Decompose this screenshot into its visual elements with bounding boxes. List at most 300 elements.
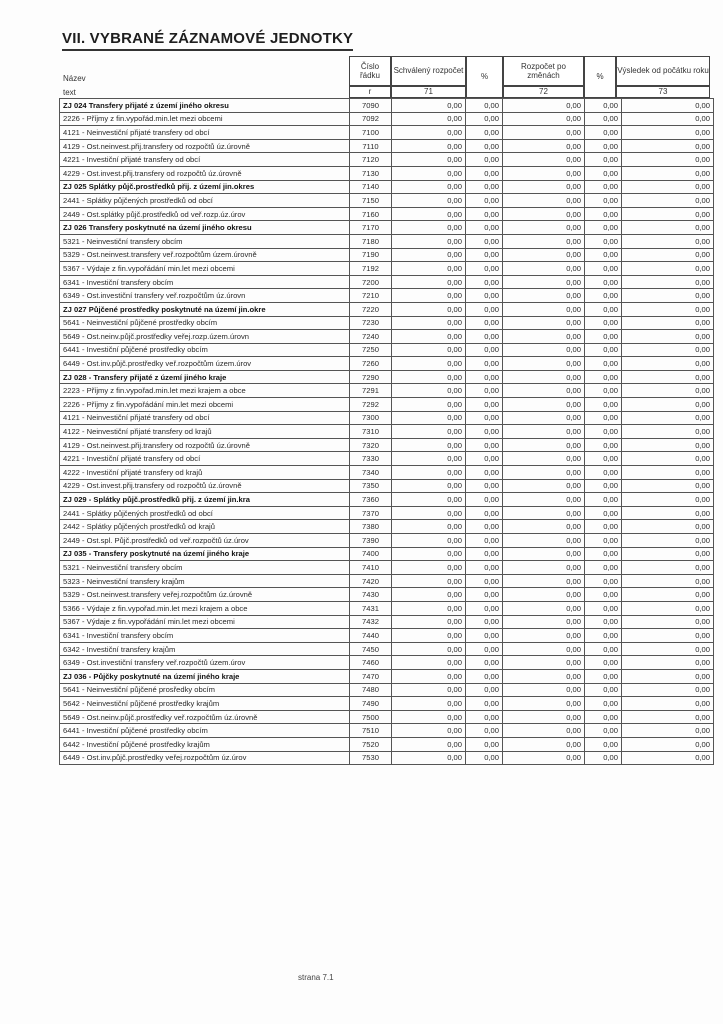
budget-after-changes-value: 0,00: [503, 99, 585, 113]
row-number: 7290: [350, 370, 392, 384]
row-number: 7470: [350, 669, 392, 683]
table-row: [60, 262, 714, 276]
percent-2-value: 0,00: [585, 438, 622, 452]
row-number: 7410: [350, 561, 392, 575]
row-number: 7092: [350, 112, 392, 126]
budget-after-changes-value: 0,00: [503, 588, 585, 602]
budget-after-changes-value: 0,00: [503, 411, 585, 425]
percent-1-value: 0,00: [466, 99, 503, 113]
percent-2-value: 0,00: [585, 180, 622, 194]
result-ytd-code: 73: [616, 86, 710, 98]
percent-1-value: 0,00: [466, 126, 503, 140]
budget-after-changes-value: 0,00: [503, 180, 585, 194]
budget-after-changes-value: 0,00: [503, 398, 585, 412]
percent-1-value: 0,00: [466, 370, 503, 384]
percent-2-value: 0,00: [585, 683, 622, 697]
row-number: 7432: [350, 615, 392, 629]
result-ytd-value: 0,00: [622, 493, 714, 507]
approved-budget-value: 0,00: [392, 438, 466, 452]
row-name: 4129 - Ost.neinvest.přij.transfery od rozpočtů úz.úrovně: [60, 438, 350, 452]
percent-2-value: 0,00: [585, 669, 622, 683]
result-ytd-value: 0,00: [622, 194, 714, 208]
row-number: 7260: [350, 357, 392, 371]
approved-budget-value: 0,00: [392, 126, 466, 140]
approved-budget-value: 0,00: [392, 656, 466, 670]
percent-2-value: 0,00: [585, 520, 622, 534]
row-number: 7500: [350, 710, 392, 724]
table-row: [60, 466, 714, 480]
approved-budget-value: 0,00: [392, 737, 466, 751]
row-name: 4229 - Ost.invest.přij.transfery od rozpočtů úz.úrovně: [60, 479, 350, 493]
row-number: 7100: [350, 126, 392, 140]
table-row: [60, 574, 714, 588]
row-number: 7292: [350, 398, 392, 412]
result-ytd-value: 0,00: [622, 466, 714, 480]
percent-1-value: 0,00: [466, 493, 503, 507]
table-row: [60, 166, 714, 180]
budget-after-changes-value: 0,00: [503, 126, 585, 140]
table-row: [60, 153, 714, 167]
percent-2-value: 0,00: [585, 629, 622, 643]
budget-after-changes-value: 0,00: [503, 275, 585, 289]
result-ytd-value: 0,00: [622, 710, 714, 724]
row-name: 2442 - Splátky půjčených prostředků od krajů: [60, 520, 350, 534]
percent-2-value: 0,00: [585, 194, 622, 208]
approved-budget-value: 0,00: [392, 248, 466, 262]
row-name: ZJ 036 - Půjčky poskytnuté na území jiného kraje: [60, 669, 350, 683]
percent-2-value: 0,00: [585, 207, 622, 221]
budget-after-changes-value: 0,00: [503, 194, 585, 208]
approved-budget-value: 0,00: [392, 330, 466, 344]
row-number: 7350: [350, 479, 392, 493]
row-number: 7210: [350, 289, 392, 303]
percent-1-value: 0,00: [466, 642, 503, 656]
table-row: [60, 601, 714, 615]
result-ytd-value: 0,00: [622, 398, 714, 412]
table-row: [60, 398, 714, 412]
approved-budget-value: 0,00: [392, 112, 466, 126]
budget-after-changes-value: 0,00: [503, 139, 585, 153]
percent-1-value: 0,00: [466, 139, 503, 153]
row-name: 6442 - Investiční půjčené prostředky krajům: [60, 737, 350, 751]
row-number: 7240: [350, 330, 392, 344]
approved-budget-value: 0,00: [392, 398, 466, 412]
approved-budget-value: 0,00: [392, 289, 466, 303]
percent-1-value: 0,00: [466, 656, 503, 670]
percent-1-value: 0,00: [466, 207, 503, 221]
row-name: 6341 - Investiční transfery obcím: [60, 275, 350, 289]
table-row: [60, 194, 714, 208]
percent-2-value: 0,00: [585, 384, 622, 398]
row-name: 5321 - Neinvestiční transfery obcím: [60, 561, 350, 575]
percent-1-value: 0,00: [466, 438, 503, 452]
row-name: 5367 - Výdaje z fin.vypořádání min.let mezi obcemi: [60, 615, 350, 629]
approved-budget-value: 0,00: [392, 506, 466, 520]
result-ytd-value: 0,00: [622, 534, 714, 548]
percent-1-value: 0,00: [466, 751, 503, 765]
percent-1-value: 0,00: [466, 411, 503, 425]
table-row: [60, 438, 714, 452]
approved-budget-value: 0,00: [392, 343, 466, 357]
percent-1-value: 0,00: [466, 601, 503, 615]
row-name: 2441 - Splátky půjčených prostředků od obcí: [60, 506, 350, 520]
result-ytd-value: 0,00: [622, 737, 714, 751]
result-ytd-value: 0,00: [622, 642, 714, 656]
budget-after-changes-value: 0,00: [503, 357, 585, 371]
result-ytd-value: 0,00: [622, 425, 714, 439]
approved-budget-value: 0,00: [392, 588, 466, 602]
approved-budget-code: 71: [391, 86, 466, 98]
row-number: 7220: [350, 302, 392, 316]
approved-budget-value: 0,00: [392, 466, 466, 480]
row-number: 7230: [350, 316, 392, 330]
percent-1-value: 0,00: [466, 166, 503, 180]
percent-2-value: 0,00: [585, 697, 622, 711]
approved-budget-value: 0,00: [392, 262, 466, 276]
group-row: [60, 547, 714, 561]
result-ytd-value: 0,00: [622, 561, 714, 575]
budget-after-changes-value: 0,00: [503, 601, 585, 615]
row-name: ZJ 029 - Splátky půjč.prostředků přij. z území jin.kra: [60, 493, 350, 507]
budget-after-changes-value: 0,00: [503, 466, 585, 480]
percent-1-value: 0,00: [466, 398, 503, 412]
budget-after-changes-value: 0,00: [503, 316, 585, 330]
percent-2-value: 0,00: [585, 479, 622, 493]
table-row: [60, 615, 714, 629]
percent-2-value: 0,00: [585, 574, 622, 588]
row-number: 7150: [350, 194, 392, 208]
table-row: [60, 316, 714, 330]
percent-1-value: 0,00: [466, 316, 503, 330]
result-ytd-value: 0,00: [622, 547, 714, 561]
row-number: 7360: [350, 493, 392, 507]
percent-2-value: 0,00: [585, 275, 622, 289]
row-number: 7390: [350, 534, 392, 548]
approved-budget-value: 0,00: [392, 425, 466, 439]
table-row: [60, 534, 714, 548]
result-ytd-value: 0,00: [622, 207, 714, 221]
approved-budget-value: 0,00: [392, 615, 466, 629]
row-name: 5367 - Výdaje z fin.vypořádání min.let mezi obcemi: [60, 262, 350, 276]
budget-after-changes-value: 0,00: [503, 425, 585, 439]
row-number: 7090: [350, 99, 392, 113]
row-name: 5641 - Neinvestiční půjčené prostředky obcím: [60, 316, 350, 330]
budget-after-changes-value: 0,00: [503, 629, 585, 643]
result-ytd-value: 0,00: [622, 520, 714, 534]
percent-1-value: 0,00: [466, 737, 503, 751]
percent-1-value: 0,00: [466, 466, 503, 480]
row-name: 6441 - Investiční půjčené prostředky obcím: [60, 343, 350, 357]
result-ytd-value: 0,00: [622, 697, 714, 711]
row-number: 7130: [350, 166, 392, 180]
percent-2-value: 0,00: [585, 411, 622, 425]
row-number: 7110: [350, 139, 392, 153]
percent-1-value: 0,00: [466, 112, 503, 126]
approved-budget-value: 0,00: [392, 194, 466, 208]
result-ytd-value: 0,00: [622, 370, 714, 384]
row-number: 7340: [350, 466, 392, 480]
group-row: [60, 669, 714, 683]
result-ytd-value: 0,00: [622, 574, 714, 588]
percent-2-value: 0,00: [585, 302, 622, 316]
table-row: [60, 343, 714, 357]
percent-1-value: 0,00: [466, 262, 503, 276]
budget-after-changes-value: 0,00: [503, 248, 585, 262]
result-ytd-value: 0,00: [622, 302, 714, 316]
percent-1-value: 0,00: [466, 710, 503, 724]
row-name: 5641 - Neinvestiční půjčené prosředky obcím: [60, 683, 350, 697]
percent-2-value: 0,00: [585, 316, 622, 330]
approved-budget-value: 0,00: [392, 669, 466, 683]
row-name: ZJ 026 Transfery poskytnuté na území jiného okresu: [60, 221, 350, 235]
result-ytd-value: 0,00: [622, 248, 714, 262]
percent-2-value: 0,00: [585, 234, 622, 248]
percent-1-value: 0,00: [466, 452, 503, 466]
percent-2-value: 0,00: [585, 425, 622, 439]
approved-budget-value: 0,00: [392, 479, 466, 493]
percent-1-value: 0,00: [466, 248, 503, 262]
percent-2-value: 0,00: [585, 710, 622, 724]
row-name: 6349 - Ost.investiční transfery veř.rozpočtům úz.úrovn: [60, 289, 350, 303]
row-name: 2449 - Ost.splátky půjč.prostředků od veř.rozp.úz.úrov: [60, 207, 350, 221]
row-name: 4121 - Neinvestiční přijaté transfery od obcí: [60, 411, 350, 425]
percent-1-value: 0,00: [466, 302, 503, 316]
percent-2-value: 0,00: [585, 493, 622, 507]
approved-budget-value: 0,00: [392, 629, 466, 643]
budget-after-changes-value: 0,00: [503, 479, 585, 493]
approved-budget-value: 0,00: [392, 357, 466, 371]
table-row: [60, 710, 714, 724]
result-ytd-value: 0,00: [622, 262, 714, 276]
budget-after-changes-value: 0,00: [503, 520, 585, 534]
row-number: 7200: [350, 275, 392, 289]
percent-1-value: 0,00: [466, 697, 503, 711]
approved-budget-value: 0,00: [392, 275, 466, 289]
row-number: 7480: [350, 683, 392, 697]
budget-after-changes-value: 0,00: [503, 561, 585, 575]
approved-budget-value: 0,00: [392, 724, 466, 738]
result-ytd-value: 0,00: [622, 452, 714, 466]
percent-1-value: 0,00: [466, 425, 503, 439]
table-row: [60, 520, 714, 534]
percent-1-value: 0,00: [466, 506, 503, 520]
name-column-label: Název: [63, 74, 86, 83]
budget-after-changes-value: 0,00: [503, 330, 585, 344]
percent-2-value: 0,00: [585, 126, 622, 140]
percent-2-value: 0,00: [585, 221, 622, 235]
row-name: 4222 - Investiční přijaté transfery od krajů: [60, 466, 350, 480]
records-table: [59, 98, 714, 765]
percent-2-value: 0,00: [585, 506, 622, 520]
budget-after-changes-value: 0,00: [503, 710, 585, 724]
row-name: 4221 - Investiční přijaté transfery od obcí: [60, 153, 350, 167]
row-number-code: r: [349, 86, 391, 98]
percent-2-value: 0,00: [585, 139, 622, 153]
approved-budget-value: 0,00: [392, 574, 466, 588]
table-row: [60, 452, 714, 466]
result-ytd-value: 0,00: [622, 615, 714, 629]
row-number: 7430: [350, 588, 392, 602]
row-number: 7160: [350, 207, 392, 221]
approved-budget-value: 0,00: [392, 99, 466, 113]
percent-2-value: 0,00: [585, 452, 622, 466]
row-name: ZJ 025 Splátky půjč.prostředků přij. z území jin.okres: [60, 180, 350, 194]
percent-1-value: 0,00: [466, 724, 503, 738]
group-row: [60, 99, 714, 113]
row-name: 5649 - Ost.neinv.půjč.prostředky veřej.rozp.územ.úrovn: [60, 330, 350, 344]
percent-1-value: 0,00: [466, 574, 503, 588]
table-row: [60, 248, 714, 262]
approved-budget-value: 0,00: [392, 234, 466, 248]
group-row: [60, 493, 714, 507]
budget-after-changes-value: 0,00: [503, 506, 585, 520]
percent-2-value: 0,00: [585, 112, 622, 126]
result-ytd-value: 0,00: [622, 384, 714, 398]
budget-after-changes-value: 0,00: [503, 683, 585, 697]
result-ytd-value: 0,00: [622, 316, 714, 330]
percent-1-value: 0,00: [466, 683, 503, 697]
percent-2-value: 0,00: [585, 166, 622, 180]
row-number: 7400: [350, 547, 392, 561]
group-row: [60, 180, 714, 194]
row-name: 5649 - Ost.neinv.půjč.prostředky veř.rozpočtům úz.úrovně: [60, 710, 350, 724]
table-row: [60, 751, 714, 765]
row-name: 6449 - Ost.inv.půjč.prostředky veř.rozpočtům územ.úrov: [60, 357, 350, 371]
row-number: 7180: [350, 234, 392, 248]
result-ytd-value: 0,00: [622, 411, 714, 425]
percent-1-value: 0,00: [466, 547, 503, 561]
row-number: 7520: [350, 737, 392, 751]
row-name: ZJ 024 Transfery přijaté z území jiného okresu: [60, 99, 350, 113]
budget-after-changes-value: 0,00: [503, 370, 585, 384]
group-row: [60, 302, 714, 316]
row-name: 2226 - Příjmy z fin.vypořád.min.let mezi obcemi: [60, 112, 350, 126]
table-row: [60, 234, 714, 248]
approved-budget-value: 0,00: [392, 180, 466, 194]
percent-2-value: 0,00: [585, 370, 622, 384]
row-number: 7510: [350, 724, 392, 738]
percent-2-value: 0,00: [585, 289, 622, 303]
percent-1-value: 0,00: [466, 194, 503, 208]
table-row: [60, 384, 714, 398]
row-number: 7310: [350, 425, 392, 439]
row-number: 7300: [350, 411, 392, 425]
result-ytd-value: 0,00: [622, 506, 714, 520]
table-row: [60, 289, 714, 303]
approved-budget-header: Schválený rozpočet: [391, 56, 466, 86]
budget-after-changes-value: 0,00: [503, 262, 585, 276]
result-ytd-value: 0,00: [622, 139, 714, 153]
percent-1-value: 0,00: [466, 384, 503, 398]
table-row: [60, 629, 714, 643]
row-name: 5323 - Neinvestiční transfery krajům: [60, 574, 350, 588]
budget-after-changes-value: 0,00: [503, 697, 585, 711]
result-ytd-value: 0,00: [622, 357, 714, 371]
approved-budget-value: 0,00: [392, 601, 466, 615]
result-ytd-value: 0,00: [622, 180, 714, 194]
row-number: 7330: [350, 452, 392, 466]
approved-budget-value: 0,00: [392, 683, 466, 697]
budget-after-changes-value: 0,00: [503, 343, 585, 357]
row-number: 7320: [350, 438, 392, 452]
row-name: 2449 - Ost.spl. Půjč.prostředků od veř.rozpočtů úz.úrov: [60, 534, 350, 548]
budget-after-changes-value: 0,00: [503, 615, 585, 629]
percent-2-value: 0,00: [585, 398, 622, 412]
approved-budget-value: 0,00: [392, 207, 466, 221]
approved-budget-value: 0,00: [392, 642, 466, 656]
approved-budget-value: 0,00: [392, 221, 466, 235]
budget-after-changes-code: 72: [503, 86, 584, 98]
group-row: [60, 221, 714, 235]
result-ytd-value: 0,00: [622, 601, 714, 615]
approved-budget-value: 0,00: [392, 547, 466, 561]
table-row: [60, 656, 714, 670]
percent-1-value: 0,00: [466, 629, 503, 643]
approved-budget-value: 0,00: [392, 384, 466, 398]
budget-after-changes-value: 0,00: [503, 669, 585, 683]
budget-after-changes-header: Rozpočet po změnách: [503, 56, 584, 86]
row-number: 7190: [350, 248, 392, 262]
row-number: 7170: [350, 221, 392, 235]
approved-budget-value: 0,00: [392, 697, 466, 711]
table-row: [60, 737, 714, 751]
percent-2-value: 0,00: [585, 153, 622, 167]
table-row: [60, 724, 714, 738]
row-name: 6441 - Investiční půjčené prostředky obcím: [60, 724, 350, 738]
result-ytd-value: 0,00: [622, 289, 714, 303]
table-row: [60, 588, 714, 602]
budget-after-changes-value: 0,00: [503, 289, 585, 303]
result-ytd-value: 0,00: [622, 126, 714, 140]
approved-budget-value: 0,00: [392, 710, 466, 724]
approved-budget-value: 0,00: [392, 561, 466, 575]
row-name: 6342 - Investiční transfery krajům: [60, 642, 350, 656]
percent-2-value: 0,00: [585, 343, 622, 357]
result-ytd-value: 0,00: [622, 656, 714, 670]
percent-1-value: 0,00: [466, 153, 503, 167]
budget-after-changes-value: 0,00: [503, 737, 585, 751]
percent-2-value: 0,00: [585, 534, 622, 548]
result-ytd-header: Výsledek od počátku roku: [616, 56, 710, 86]
approved-budget-value: 0,00: [392, 493, 466, 507]
budget-after-changes-value: 0,00: [503, 112, 585, 126]
table-row: [60, 207, 714, 221]
percent-1-value: 0,00: [466, 234, 503, 248]
percent-1-value: 0,00: [466, 357, 503, 371]
budget-after-changes-value: 0,00: [503, 221, 585, 235]
percent-1-value: 0,00: [466, 221, 503, 235]
percent-2-value: 0,00: [585, 588, 622, 602]
table-row: [60, 479, 714, 493]
row-name: 4129 - Ost.neinvest.přij.transfery od rozpočtů úz.úrovně: [60, 139, 350, 153]
row-name: 4221 - Investiční přijaté transfery od obcí: [60, 452, 350, 466]
result-ytd-value: 0,00: [622, 275, 714, 289]
approved-budget-value: 0,00: [392, 411, 466, 425]
percent-1-value: 0,00: [466, 180, 503, 194]
percent-2-value: 0,00: [585, 615, 622, 629]
approved-budget-value: 0,00: [392, 302, 466, 316]
percent-header-2: %: [584, 56, 616, 98]
budget-after-changes-value: 0,00: [503, 234, 585, 248]
row-number: 7192: [350, 262, 392, 276]
row-number: 7420: [350, 574, 392, 588]
percent-2-value: 0,00: [585, 99, 622, 113]
row-name: 5321 - Neinvestiční transfery obcím: [60, 234, 350, 248]
group-row: [60, 370, 714, 384]
result-ytd-value: 0,00: [622, 234, 714, 248]
row-number: 7250: [350, 343, 392, 357]
result-ytd-value: 0,00: [622, 221, 714, 235]
